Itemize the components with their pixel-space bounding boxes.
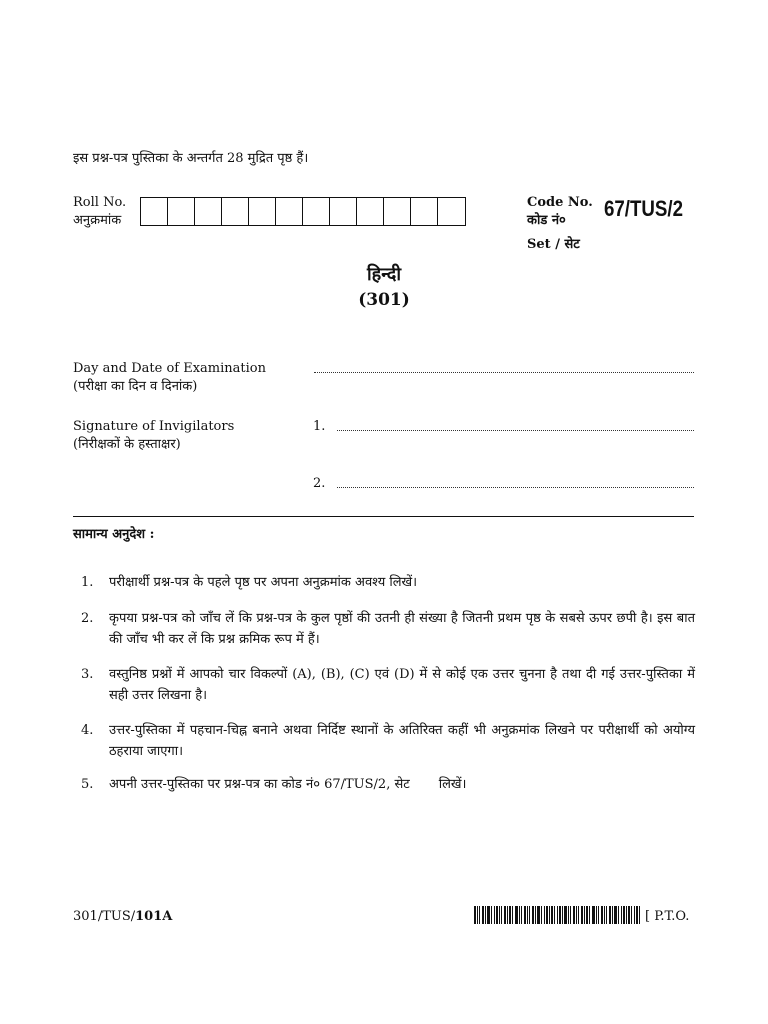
instruction-item xyxy=(81,608,695,650)
roll-number-label-en: Roll No. xyxy=(73,195,127,210)
instruction-number: 3. xyxy=(81,667,94,682)
instruction-item xyxy=(81,776,695,794)
roll-number-box[interactable] xyxy=(222,198,249,225)
invigilator-1-number: 1. xyxy=(313,419,326,434)
invigilator-1-signature-line[interactable] xyxy=(337,420,694,431)
section-divider xyxy=(73,516,694,517)
roll-number-label-hi: अनुक्रमांक xyxy=(73,213,122,228)
code-number-label xyxy=(527,194,593,230)
roll-number-label xyxy=(73,194,126,230)
roll-number-box[interactable] xyxy=(330,198,357,225)
instruction-text: परीक्षार्थी प्रश्न-पत्र के पहले पृष्ठ पर अपना अनुक्रमांक अवश्य लिखें। xyxy=(109,575,418,590)
invigilator-signature-label xyxy=(73,418,234,454)
invigilator-2-number: 2. xyxy=(313,476,326,491)
exam-date-line[interactable] xyxy=(314,362,694,373)
exam-date-label xyxy=(73,360,266,396)
barcode-graphic xyxy=(474,906,640,924)
roll-number-box[interactable] xyxy=(195,198,222,225)
code-number-label-en: Code No. xyxy=(527,195,593,210)
instruction-text: उत्तर-पुस्तिका में पहचान-चिह्न बनाने अथवा निर्दिष्ट स्थानों के अतिरिक्त कहीं भी अनुक्रमांक लिखने पर परीक्षार्थी को अयोग्य ठहराया जाएगा। xyxy=(109,723,695,759)
invigilator-2-signature-line[interactable] xyxy=(337,477,694,488)
barcode xyxy=(474,906,640,924)
roll-number-box[interactable] xyxy=(168,198,195,225)
exam-date-label-hi: (परीक्षा का दिन व दिनांक) xyxy=(73,379,198,394)
please-turn-over: [ P.T.O. xyxy=(645,909,690,924)
code-number-value: 67/TUS/2 xyxy=(604,196,683,221)
instruction-text: कृपया प्रश्न-पत्र को जाँच लें कि प्रश्न-पत्र के कुल पृष्ठों की उतनी ही संख्या है जितनी प्रथम पृष्ठ के सबसे ऊपर छपी है। इस बात की जाँच भी कर लें कि प्रश्न क्रमिक रूप में हैं। xyxy=(109,611,695,647)
invigilator-signature-label-hi: (निरीक्षकों के हस्ताक्षर) xyxy=(73,437,181,452)
roll-number-box[interactable] xyxy=(438,198,465,225)
page-count-note: इस प्रश्न-पत्र पुस्तिका के अन्तर्गत 28 मुद्रित पृष्ठ हैं। xyxy=(73,151,309,166)
roll-number-box[interactable] xyxy=(141,198,168,225)
roll-number-box[interactable] xyxy=(303,198,330,225)
subject-title: हिन्दी xyxy=(366,264,401,285)
roll-number-boxes[interactable] xyxy=(140,197,466,226)
instruction-number: 1. xyxy=(81,575,94,590)
instruction-number: 2. xyxy=(81,611,94,626)
roll-number-box[interactable] xyxy=(411,198,438,225)
instruction-item xyxy=(81,574,695,592)
instruction-item xyxy=(81,664,695,706)
document-code xyxy=(73,908,172,926)
document-code-prefix: 301/TUS/ xyxy=(73,909,136,924)
instruction-number: 4. xyxy=(81,723,94,738)
code-number-label-hi: कोड नं० xyxy=(527,213,566,228)
instruction-number: 5. xyxy=(81,777,94,792)
exam-date-label-en: Day and Date of Examination xyxy=(73,361,266,376)
roll-number-box[interactable] xyxy=(384,198,411,225)
roll-number-box[interactable] xyxy=(276,198,303,225)
roll-number-box[interactable] xyxy=(249,198,276,225)
instruction-text: वस्तुनिष्ठ प्रश्नों में आपको चार विकल्पों (A), (B), (C) एवं (D) में से कोई एक उत्तर चुनना है तथा दी गई उत्तर-पुस्तिका में सही उत्तर लिखना है। xyxy=(109,667,695,703)
instructions-title: सामान्य अनुदेश : xyxy=(73,527,155,542)
set-label: Set / सेट xyxy=(527,237,580,252)
invigilator-signature-label-en: Signature of Invigilators xyxy=(73,419,235,434)
roll-number-box[interactable] xyxy=(357,198,384,225)
subject-code: (301) xyxy=(358,290,410,310)
instruction-text: अपनी उत्तर-पुस्तिका पर प्रश्न-पत्र का कोड नं० 67/TUS/2, सेट लिखें। xyxy=(109,777,467,792)
instruction-item xyxy=(81,720,695,762)
document-code-suffix: 101A xyxy=(135,909,173,924)
